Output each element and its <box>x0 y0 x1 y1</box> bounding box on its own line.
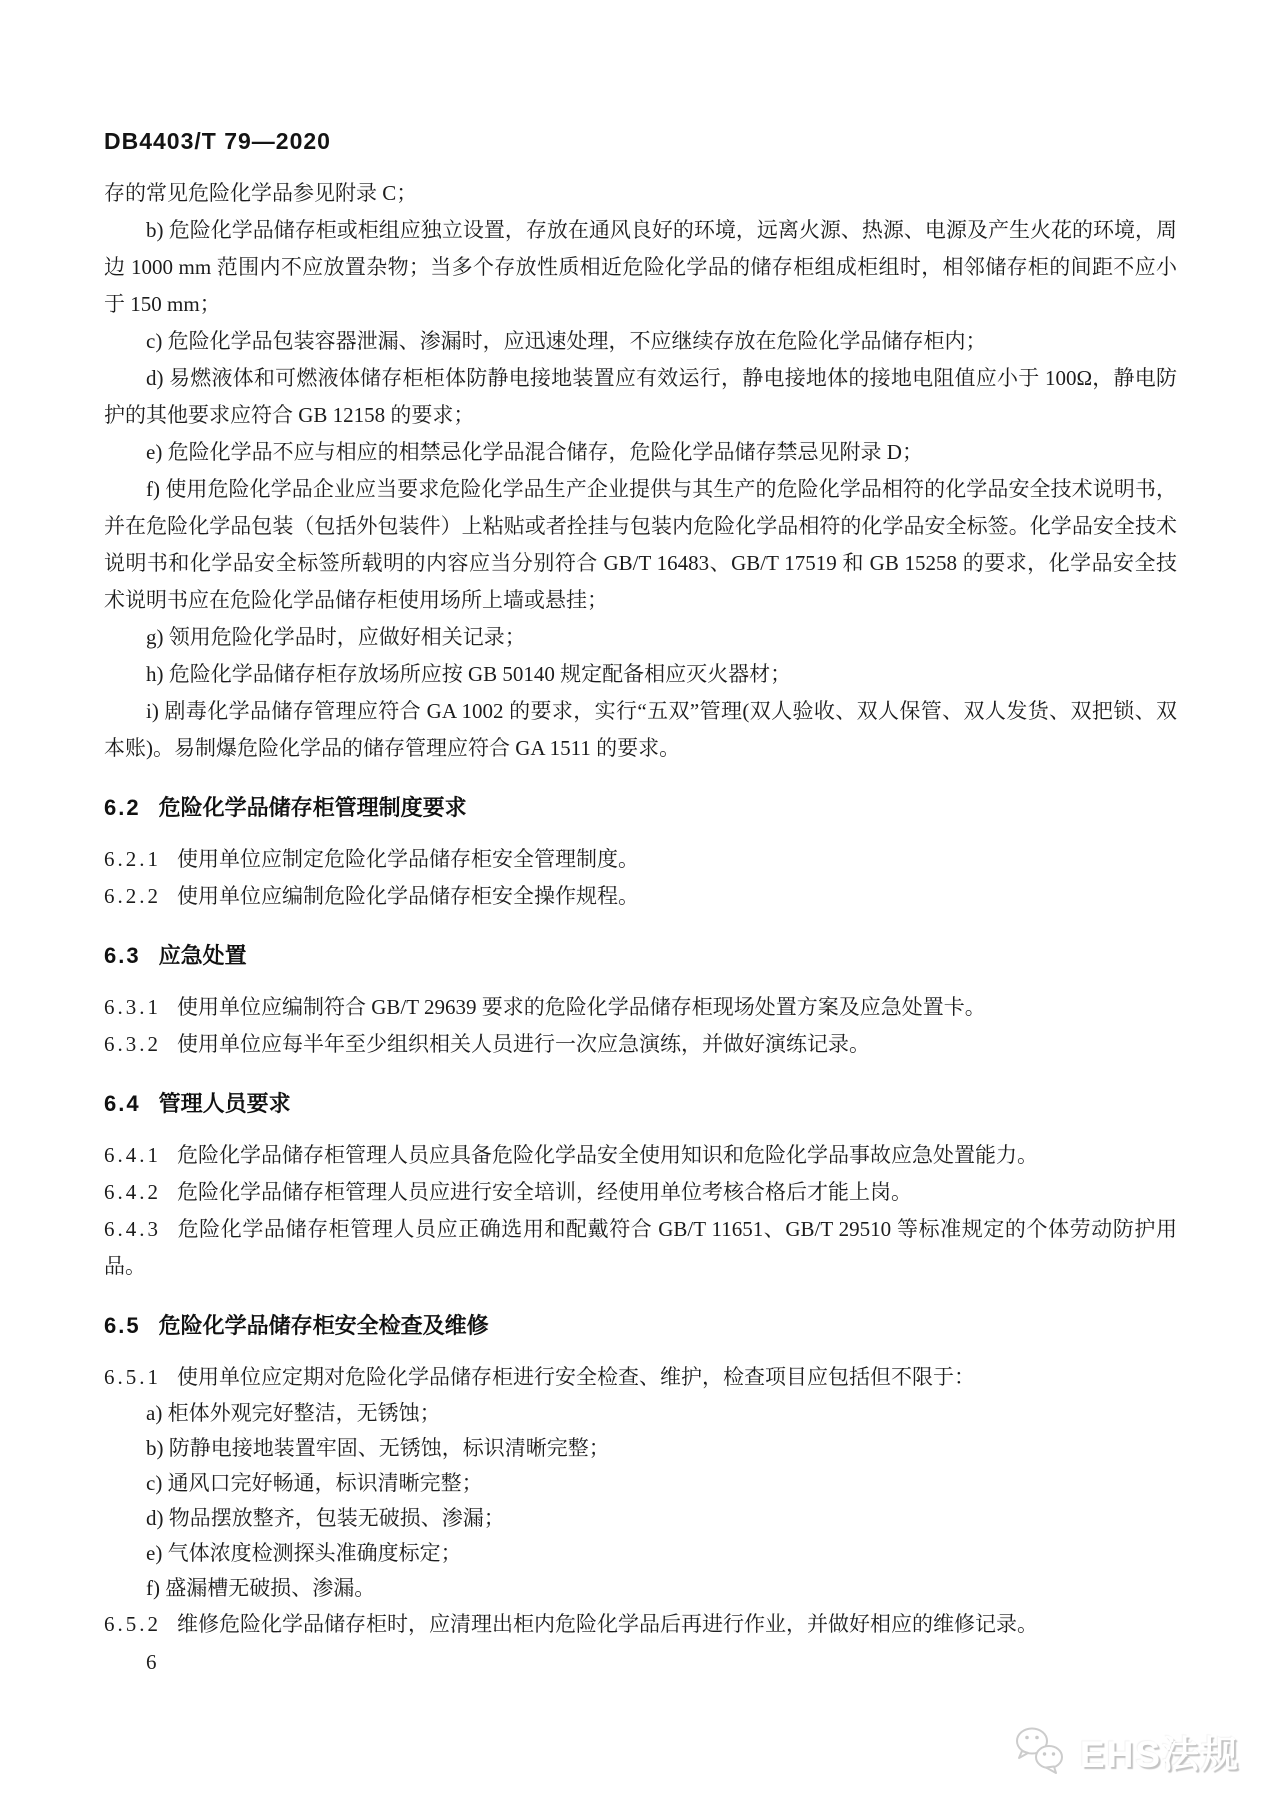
list-item-c: c) 危险化学品包装容器泄漏、渗漏时，应迅速处理，不应继续存放在危险化学品储存柜内； <box>146 329 987 353</box>
section-number: 6.2 <box>104 795 141 820</box>
list-item-i: i) 剧毒化学品储存管理应符合 GA 1002 的要求，实行“五双”管理(双人验收、双人保管、双人发货、双把锁、双本账)。易制爆危险化学品的储存管理应符合 GA 1511 的要求。 <box>104 699 1177 760</box>
list-item-g: g) 领用危险化学品时，应做好相关记录； <box>146 625 526 649</box>
document-body <box>104 175 1177 1643</box>
clause-text: 使用单位应编制危险化学品储存柜安全操作规程。 <box>177 884 639 908</box>
clause-number: 6.4.1 <box>104 1143 161 1167</box>
clause-6-4-3 <box>104 1211 1177 1285</box>
paragraph-continuation: 存的常见危险化学品参见附录 C； <box>104 181 418 205</box>
section-number: 6.3 <box>104 943 141 968</box>
clause-number: 6.3.1 <box>104 995 161 1019</box>
clause-number: 6.4.2 <box>104 1180 161 1204</box>
clause-6-5-1 <box>104 1359 1177 1396</box>
wechat-icon <box>1012 1725 1070 1777</box>
clause-number: 6.5.2 <box>104 1612 161 1636</box>
list-item-d: d) 易燃液体和可燃液体储存柜柜体防静电接地装置应有效运行，静电接地体的接地电阻值应小于 100Ω，静电防护的其他要求应符合 GB 12158 的要求； <box>104 366 1177 427</box>
clause-text: 危险化学品储存柜管理人员应具备危险化学品安全使用知识和危险化学品事故应急处置能力。 <box>177 1143 1038 1167</box>
page-number: 6 <box>146 1650 157 1674</box>
clause-number: 6.5.1 <box>104 1365 161 1389</box>
check-item-e: e) 气体浓度检测探头准确度标定； <box>146 1541 462 1565</box>
clause-number: 6.3.2 <box>104 1032 161 1056</box>
section-heading-6-3 <box>104 941 1177 971</box>
list-item-e: e) 危险化学品不应与相应的相禁忌化学品混合储存，危险化学品储存禁忌见附录 D； <box>146 440 923 464</box>
clause-6-2-1 <box>104 841 1177 878</box>
clause-text: 危险化学品储存柜管理人员应正确选用和配戴符合 GB/T 11651、GB/T 29510 等标准规定的个体劳动防护用品。 <box>104 1217 1177 1278</box>
clause-6-3-1 <box>104 989 1177 1026</box>
list-item-b: b) 危险化学品储存柜或柜组应独立设置，存放在通风良好的环境，远离火源、热源、电源及产生火花的环境，周边 1000 mm 范围内不应放置杂物；当多个存放性质相近危险化学品的储存柜组成柜组时，相邻储存柜的间距不应小于 150 mm； <box>104 218 1177 316</box>
check-item-c: c) 通风口完好畅通，标识清晰完整； <box>146 1471 483 1495</box>
clause-text: 使用单位应制定危险化学品储存柜安全管理制度。 <box>177 847 639 871</box>
section-title: 应急处置 <box>158 943 247 968</box>
clause-number: 6.2.2 <box>104 884 161 908</box>
section-number: 6.4 <box>104 1091 141 1116</box>
section-heading-6-5 <box>104 1311 1177 1341</box>
clause-text: 使用单位应定期对危险化学品储存柜进行安全检查、维护，检查项目应包括但不限于： <box>177 1365 975 1389</box>
section-title: 危险化学品储存柜安全检查及维修 <box>158 1313 489 1338</box>
clause-text: 使用单位应编制符合 GB/T 29639 要求的危险化学品储存柜现场处置方案及应急处置卡。 <box>177 995 986 1019</box>
section-title: 管理人员要求 <box>158 1091 291 1116</box>
clause-6-3-2 <box>104 1026 1177 1063</box>
watermark-text: EHS法规 <box>1079 1734 1240 1775</box>
clause-text: 维修危险化学品储存柜时，应清理出柜内危险化学品后再进行作业，并做好相应的维修记录。 <box>177 1612 1038 1636</box>
clause-6-4-2 <box>104 1174 1177 1211</box>
clause-number: 6.2.1 <box>104 847 161 871</box>
doc-number: DB4403/T 79—2020 <box>104 128 331 154</box>
clause-number: 6.4.3 <box>104 1217 161 1241</box>
clause-text: 使用单位应每半年至少组织相关人员进行一次应急演练，并做好演练记录。 <box>177 1032 870 1056</box>
check-item-a: a) 柜体外观完好整洁，无锈蚀； <box>146 1401 441 1425</box>
clause-6-2-2 <box>104 878 1177 915</box>
section-heading-6-2 <box>104 793 1177 823</box>
check-item-f: f) 盛漏槽无破损、渗漏。 <box>146 1576 376 1600</box>
watermark <box>1012 1724 1240 1778</box>
clause-6-4-1 <box>104 1137 1177 1174</box>
section-number: 6.5 <box>104 1313 141 1338</box>
list-item-h: h) 危险化学品储存柜存放场所应按 GB 50140 规定配备相应灭火器材； <box>146 662 792 686</box>
clause-text: 危险化学品储存柜管理人员应进行安全培训，经使用单位考核合格后才能上岗。 <box>177 1180 912 1204</box>
check-item-d: d) 物品摆放整齐，包装无破损、渗漏； <box>146 1506 505 1530</box>
check-item-b: b) 防静电接地装置牢固、无锈蚀，标识清晰完整； <box>146 1436 610 1460</box>
list-item-f: f) 使用危险化学品企业应当要求危险化学品生产企业提供与其生产的危险化学品相符的化学品安全技术说明书，并在危险化学品包装（包括外包装件）上粘贴或者拴挂与包装内危险化学品相符的化学品安全标签。化学品安全技术说明书和化学品安全标签所载明的内容应当分别符合 GB/T 16483、GB/T 17519 和 GB 15258 的要求，化学品安全技术说明书应在危险化学品储存柜使用场所上墙或悬挂； <box>104 477 1177 612</box>
section-heading-6-4 <box>104 1089 1177 1119</box>
clause-6-5-2 <box>104 1606 1177 1643</box>
section-title: 危险化学品储存柜管理制度要求 <box>158 795 467 820</box>
